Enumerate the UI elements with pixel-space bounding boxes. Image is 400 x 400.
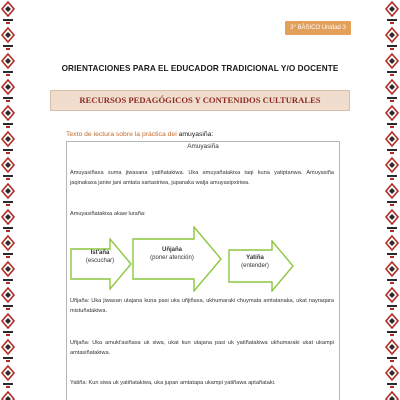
step-1-label xyxy=(74,249,126,265)
decorative-border-left xyxy=(0,0,16,400)
ornament-pattern-icon xyxy=(384,0,400,400)
reading-title: Amuyasiña xyxy=(187,143,219,150)
step-2-gloss: (poner atención) xyxy=(150,255,194,261)
step-3-term: Yatiña xyxy=(246,255,264,261)
paragraph-intro: Amuyasiñaxa suma jiwasana yatiñatakiwa. Uka amuyañatakixa taqi kuna yatiptanwa. Amuyasiña jaqinakaxa janiw jani amtata sartasiriwa, jupanaka walja amuyasipxiriwa. xyxy=(70,170,334,186)
step-1-gloss: (escuchar) xyxy=(85,258,115,264)
section-banner-label: RECURSOS PEDAGÓGICOS Y CONTENIDOS CULTURALES xyxy=(79,95,321,105)
section-banner xyxy=(50,90,350,111)
step-2-label xyxy=(136,246,208,262)
decorative-border-right xyxy=(384,0,400,400)
reading-label-term: amuyasiña: xyxy=(178,131,214,138)
step-3-label xyxy=(230,254,280,270)
grade-unit-badge: 3° BÁSICO Unidad 3 xyxy=(285,21,351,35)
paragraph-yatina: Yatiña: Kun siwa uk yatiñatakiwa, uka jupan amtatapa ukampi yatiñawa aptañataki. xyxy=(70,380,276,386)
page-title: ORIENTACIONES PARA EL EDUCADOR TRADICIONAL Y/O DOCENTE xyxy=(61,64,339,73)
step-3-gloss: (entender) xyxy=(241,263,269,269)
step-1-term: Ist'aña xyxy=(90,250,110,256)
paragraph-unjana-2: Uñjaña: Uka amukt'asiñaxa uk siwa, ukat kun utajana pasi uk yatiñatakiwa ukhumaraki ukat ukampi amtasiñatakiwa. xyxy=(70,340,334,356)
paragraph-steps-intro: Amuyasiñatakixa akaw luraña: xyxy=(70,211,146,217)
ornament-pattern-icon xyxy=(0,0,16,400)
paragraph-unjana-1: Uñjaña: Uka jiwasan utajana kuna pasi uka uñjiñaxa, ukhumaraki chuymata amtatanaka, ukat nayraqara mistuñatakiwa. xyxy=(70,298,334,314)
reading-label-prefix: Texto de lectura sobre la práctica del xyxy=(66,131,179,138)
reading-label xyxy=(66,131,213,138)
step-2-term: Uñjaña xyxy=(161,247,182,253)
